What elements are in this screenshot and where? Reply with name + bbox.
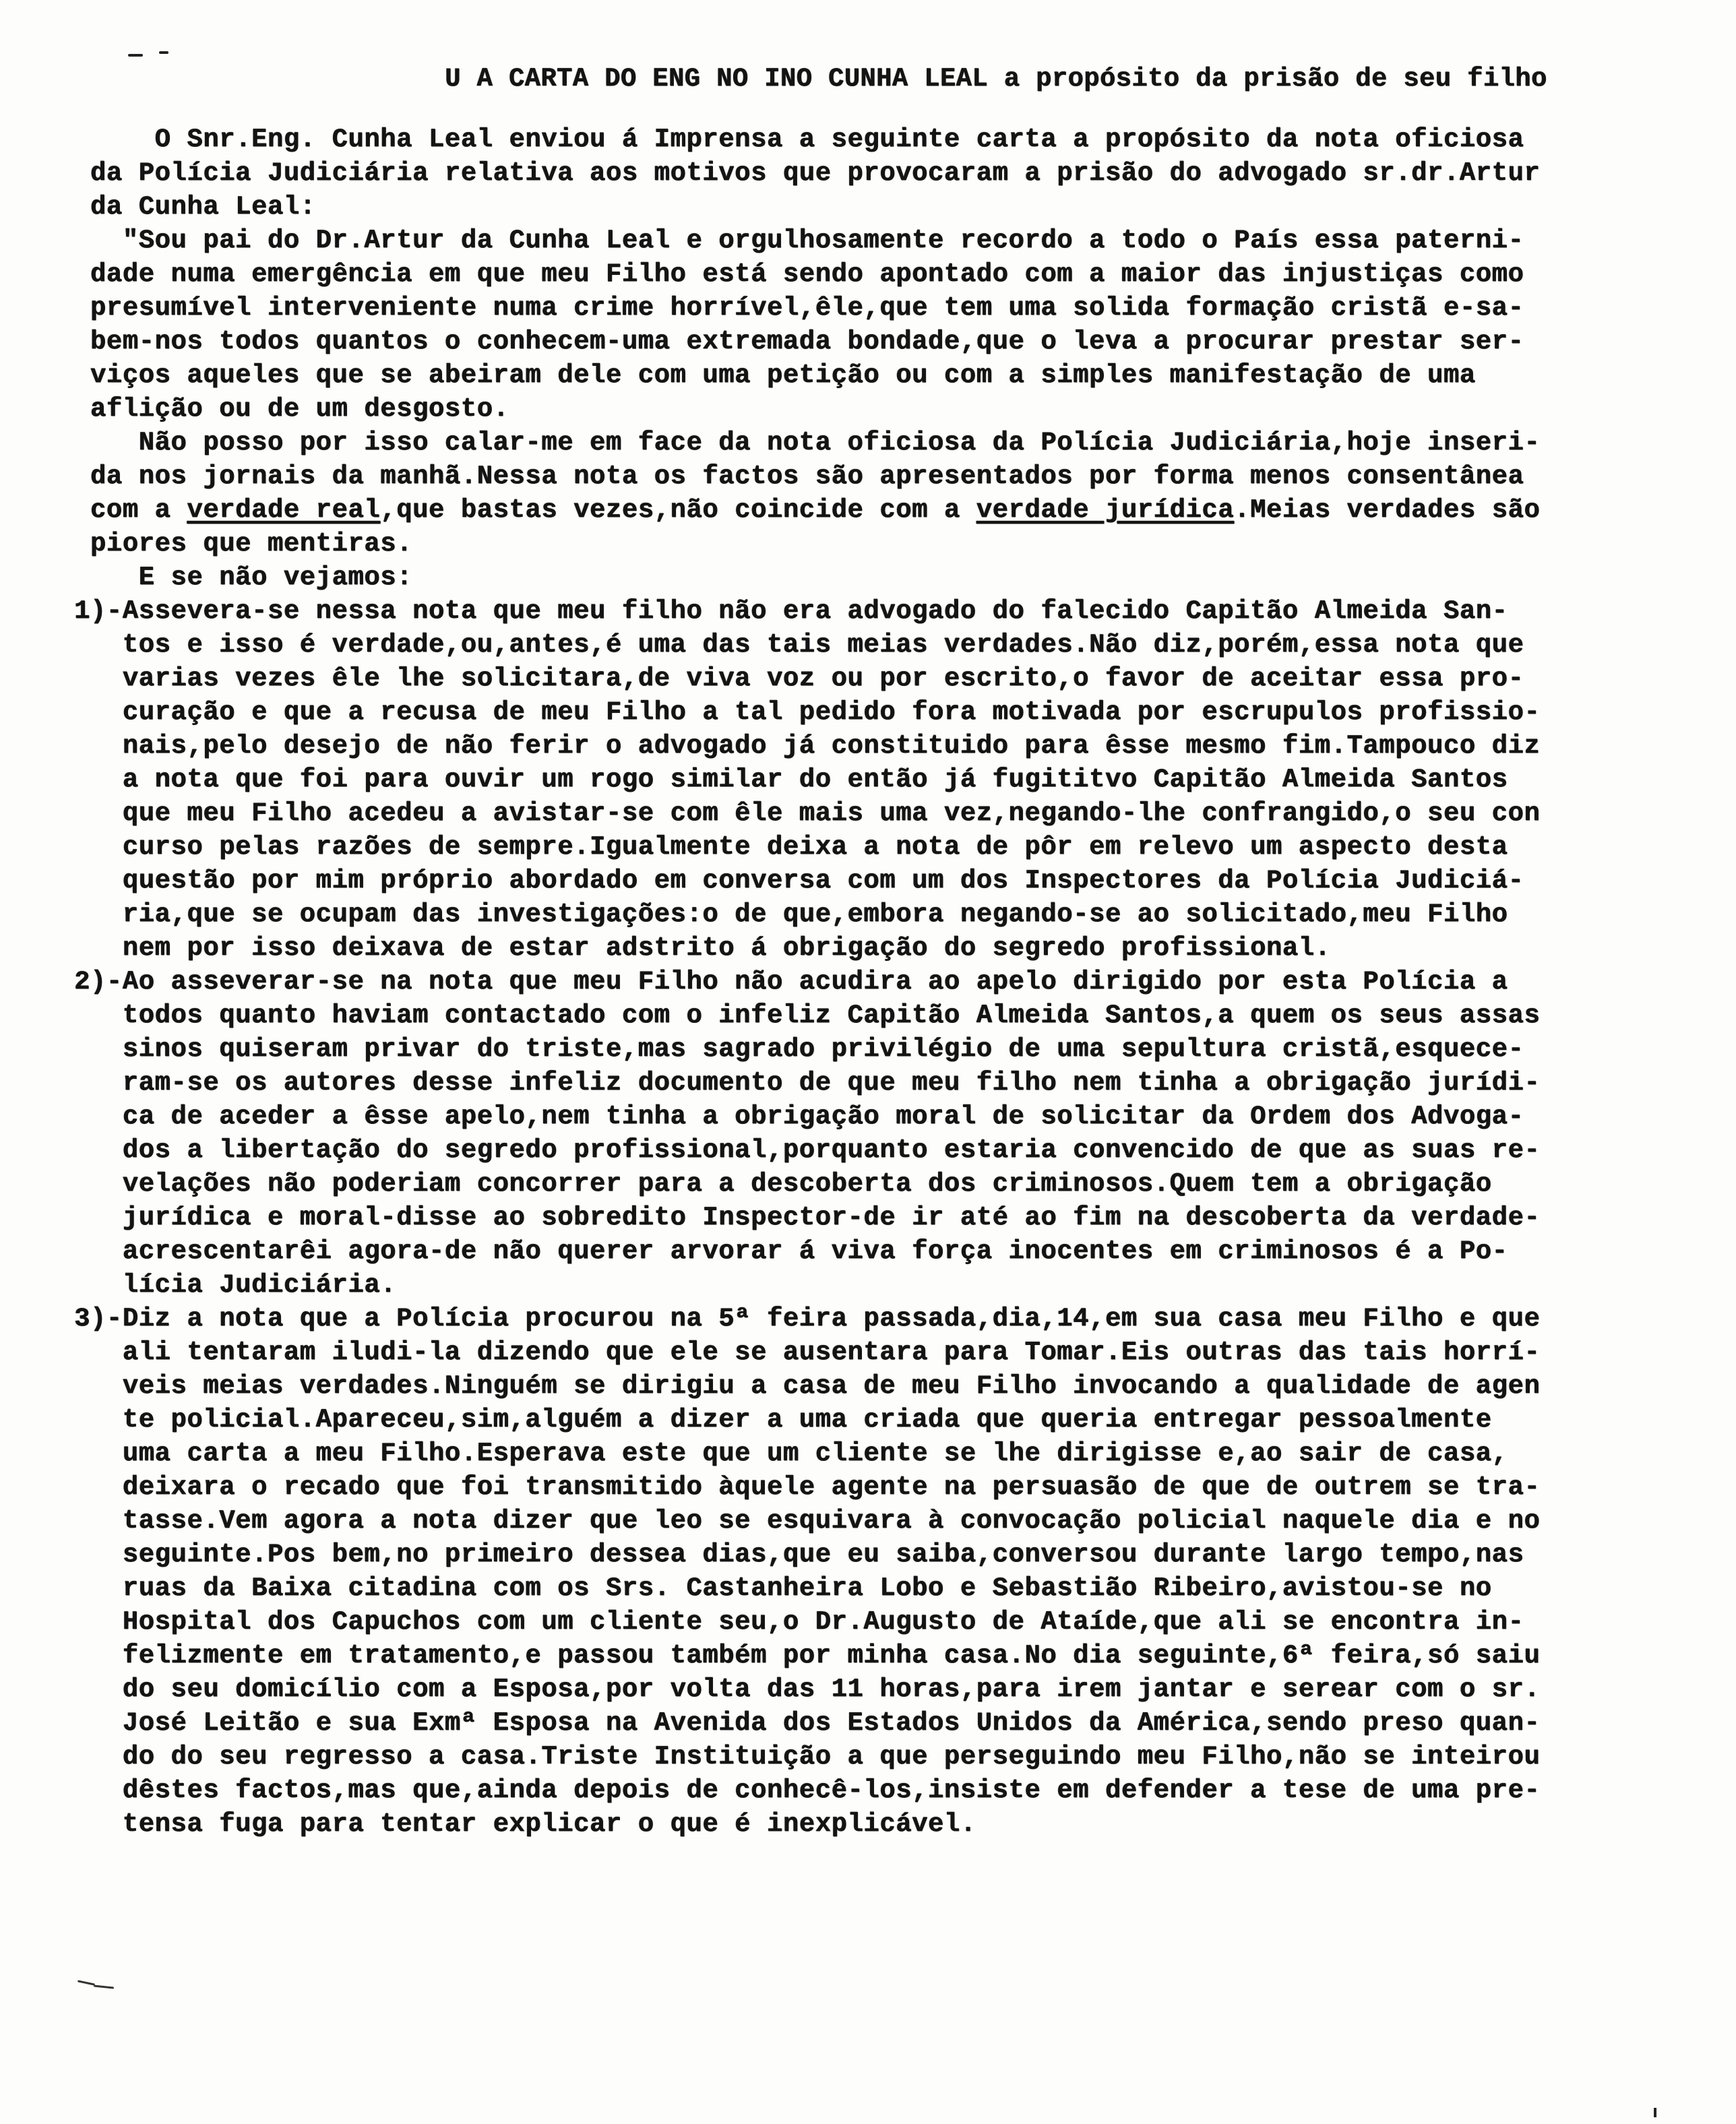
line-segment: curação e que a recusa de meu Filho a tal pedido fora motivada por escrupulos profissio-	[74, 697, 1541, 727]
line-segment: a nota que foi para ouvir um rogo similar do então já fugititvo Capitão Almeida Santos	[74, 765, 1508, 794]
text-line	[74, 864, 1678, 898]
text-line	[74, 1201, 1678, 1235]
line-segment: varias vezes êle lhe solicitara,de viva voz ou por escrito,o favor de aceitar essa pro-	[74, 664, 1524, 693]
line-segment: da Cunha Leal:	[74, 192, 316, 222]
letter-body	[74, 123, 1678, 1841]
text-line	[74, 1605, 1678, 1639]
text-line	[74, 358, 1678, 392]
line-segment: seguinte.Pos bem,no primeiro dessea dias,que eu saiba,conversou durante largo tempo,nas	[74, 1540, 1524, 1569]
text-line	[74, 1706, 1678, 1740]
line-segment: da nos jornais da manhã.Nessa nota os factos são apresentados por forma menos consentânea	[74, 462, 1524, 491]
text-line	[74, 999, 1678, 1032]
line-segment: bem-nos todos quantos o conhecem-uma extremada bondade,que o leva a procurar prestar ser-	[74, 327, 1524, 356]
text-line	[74, 796, 1678, 830]
text-line	[74, 1167, 1678, 1201]
line-segment: jurídica e moral-disse ao sobredito Inspector-de ir até ao fim na descoberta da verdade-	[74, 1203, 1541, 1232]
line-segment: ruas da Baixa citadina com os Srs. Castanheira Lobo e Sebastião Ribeiro,avistou-se no	[74, 1573, 1492, 1603]
text-line	[74, 460, 1678, 493]
text-line	[74, 1100, 1678, 1133]
line-segment: da Polícia Judiciária relativa aos motivos que provocaram a prisão do advogado sr.dr.Artur	[74, 158, 1541, 188]
line-segment: viços aqueles que se abeiram dele com uma petição ou com a simples manifestação de uma	[74, 361, 1476, 390]
text-line	[74, 628, 1678, 662]
text-line	[74, 493, 1678, 527]
line-segment: ram-se os autores desse infeliz documento de que meu filho nem tinha a obrigação jurídi-	[74, 1068, 1541, 1098]
line-segment: sinos quiseram privar do triste,mas sagrado privilégio de uma sepultura cristã,esquece-	[74, 1034, 1524, 1064]
line-segment: do seu domicílio com a Esposa,por volta das 11 horas,para irem jantar e serear com o sr.	[74, 1675, 1541, 1704]
text-line	[74, 830, 1678, 864]
text-line	[74, 1369, 1678, 1403]
text-line	[74, 561, 1678, 594]
line-segment: .Meias verdades são	[1234, 495, 1541, 525]
line-segment: aflição ou de um desgosto.	[74, 394, 509, 424]
line-segment: do do seu regresso a casa.Triste Instituição a que perseguindo meu Filho,não se inteirou	[74, 1742, 1541, 1772]
text-line	[74, 426, 1678, 460]
text-line	[74, 1504, 1678, 1538]
line-segment: tasse.Vem agora a nota dizer que leo se esquivara à convocação policial naquele dia e no	[74, 1506, 1541, 1536]
line-segment: questão por mim próprio abordado em conversa com um dos Inspectores da Polícia Judiciá-	[74, 866, 1524, 896]
text-line	[74, 1235, 1678, 1268]
line-segment: lícia Judiciária.	[74, 1270, 397, 1300]
document-heading: U A CARTA DO ENG NO INO CUNHA LEAL a propósito da prisão de seu filho	[445, 64, 1547, 94]
line-segment: dos a libertação do segredo profissional,porquanto estaria convencido de que as suas re-	[74, 1135, 1541, 1165]
text-line	[74, 695, 1678, 729]
text-line	[74, 1403, 1678, 1437]
text-line	[74, 1807, 1678, 1841]
text-line	[74, 291, 1678, 325]
text-line	[74, 156, 1678, 190]
text-line	[74, 931, 1678, 965]
text-line	[74, 1740, 1678, 1774]
text-line	[74, 123, 1678, 156]
line-segment: 3)-Diz a nota que a Polícia procurou na 5ª feira passada,dia,14,em sua casa meu Filho e que	[74, 1304, 1541, 1334]
line-segment: "Sou pai do Dr.Artur da Cunha Leal e orgulhosamente recordo a todo o País essa paterni-	[74, 226, 1524, 255]
line-segment: que meu Filho acedeu a avistar-se com êle mais uma vez,negando-lhe confrangido,o seu con	[74, 799, 1541, 828]
text-line	[74, 965, 1678, 999]
text-line	[74, 662, 1678, 695]
margin-pen-mark	[128, 49, 175, 62]
margin-pen-mark	[78, 1978, 125, 1991]
text-line	[74, 1032, 1678, 1066]
line-segment: 1)-Assevera-se nessa nota que meu filho não era advogado do falecido Capitão Almeida San-	[74, 596, 1508, 626]
line-segment: ali tentaram iludi-la dizendo que ele se ausentara para Tomar.Eis outras das tais horrí-	[74, 1338, 1541, 1367]
line-segment: piores que mentiras.	[74, 529, 412, 559]
text-line	[74, 1437, 1678, 1470]
line-segment: veis meias verdades.Ninguém se dirigiu a casa de meu Filho invocando a qualidade de agen	[74, 1371, 1541, 1401]
text-line	[74, 224, 1678, 257]
corner-mark	[1651, 2108, 1662, 2119]
text-line	[74, 1571, 1678, 1605]
text-line	[74, 594, 1678, 628]
text-line	[74, 190, 1678, 224]
line-segment: presumível interveniente numa crime horrível,êle,que tem uma solida formação cristã e-sa-	[74, 293, 1524, 323]
line-segment: acrescentarêi agora-de não querer arvorar á viva força inocentes em criminosos é a Po-	[74, 1237, 1508, 1266]
line-segment: com a	[74, 495, 187, 525]
line-segment: deixara o recado que foi transmitido àquele agente na persuasão de que de outrem se tra-	[74, 1472, 1541, 1502]
text-line	[74, 1066, 1678, 1100]
line-segment: felizmente em tratamento,e passou também por minha casa.No dia seguinte,6ª feira,só saiu	[74, 1641, 1541, 1670]
line-segment: 2)-Ao asseverar-se na nota que meu Filho não acudira ao apelo dirigido por esta Polícia a	[74, 967, 1508, 997]
line-segment: nem por isso deixava de estar adstrito á obrigação do segredo profissional.	[74, 933, 1331, 963]
text-line	[74, 527, 1678, 561]
text-line	[74, 1639, 1678, 1673]
line-segment: ca de aceder a êsse apelo,nem tinha a obrigação moral de solicitar da Ordem dos Advoga-	[74, 1102, 1524, 1131]
line-segment: todos quanto haviam contactado com o infeliz Capitão Almeida Santos,a quem os seus assas	[74, 1001, 1541, 1030]
text-line	[74, 1538, 1678, 1571]
line-segment: dêstes factos,mas que,ainda depois de conhecê-los,insiste em defender a tese de uma pre-	[74, 1776, 1541, 1805]
line-segment: nais,pelo desejo de não ferir o advogado já constituido para êsse mesmo fim.Tampouco diz	[74, 731, 1541, 761]
text-line	[74, 325, 1678, 358]
line-segment: tensa fuga para tentar explicar o que é inexplicável.	[74, 1809, 976, 1839]
line-segment: uma carta a meu Filho.Esperava este que um cliente se lhe dirigisse e,ao sair de casa,	[74, 1439, 1508, 1468]
line-segment: E se não vejamos:	[74, 563, 412, 592]
line-segment: te policial.Apareceu,sim,alguém a dizer a uma criada que queria entregar pessoalmente	[74, 1405, 1492, 1435]
line-segment: ria,que se ocupam das investigações:o de que,embora negando-se ao solicitado,meu Filho	[74, 900, 1508, 929]
line-segment: Hospital dos Capuchos com um cliente seu,o Dr.Augusto de Ataíde,que ali se encontra in-	[74, 1607, 1524, 1637]
line-segment: O Snr.Eng. Cunha Leal enviou á Imprensa a seguinte carta a propósito da nota oficiosa	[74, 125, 1524, 154]
text-line	[74, 1133, 1678, 1167]
text-line	[74, 257, 1678, 291]
text-line	[74, 898, 1678, 931]
line-segment: ,que bastas vezes,não coincide com a	[380, 495, 976, 525]
text-line	[74, 1268, 1678, 1302]
line-segment: tos e isso é verdade,ou,antes,é uma das tais meias verdades.Não diz,porém,essa nota que	[74, 630, 1524, 660]
text-line	[74, 1302, 1678, 1336]
underlined-phrase: verdade jurídica	[976, 495, 1235, 525]
line-segment: Não posso por isso calar-me em face da nota oficiosa da Polícia Judiciária,hoje inseri-	[74, 428, 1541, 458]
line-segment: dade numa emergência em que meu Filho está sendo apontado com a maior das injustiças como	[74, 259, 1524, 289]
text-line	[74, 729, 1678, 763]
line-segment: José Leitão e sua Exmª Esposa na Avenida dos Estados Unidos da América,sendo preso quan-	[74, 1708, 1541, 1738]
line-segment: velações não poderiam concorrer para a descoberta dos criminosos.Quem tem a obrigação	[74, 1169, 1492, 1199]
text-line	[74, 1774, 1678, 1807]
text-line	[74, 1673, 1678, 1706]
text-line	[74, 763, 1678, 796]
text-line	[74, 1336, 1678, 1369]
underlined-phrase: verdade real	[187, 495, 381, 525]
line-segment: curso pelas razões de sempre.Igualmente deixa a nota de pôr em relevo um aspecto desta	[74, 832, 1508, 862]
text-line	[74, 1470, 1678, 1504]
text-line	[74, 392, 1678, 426]
